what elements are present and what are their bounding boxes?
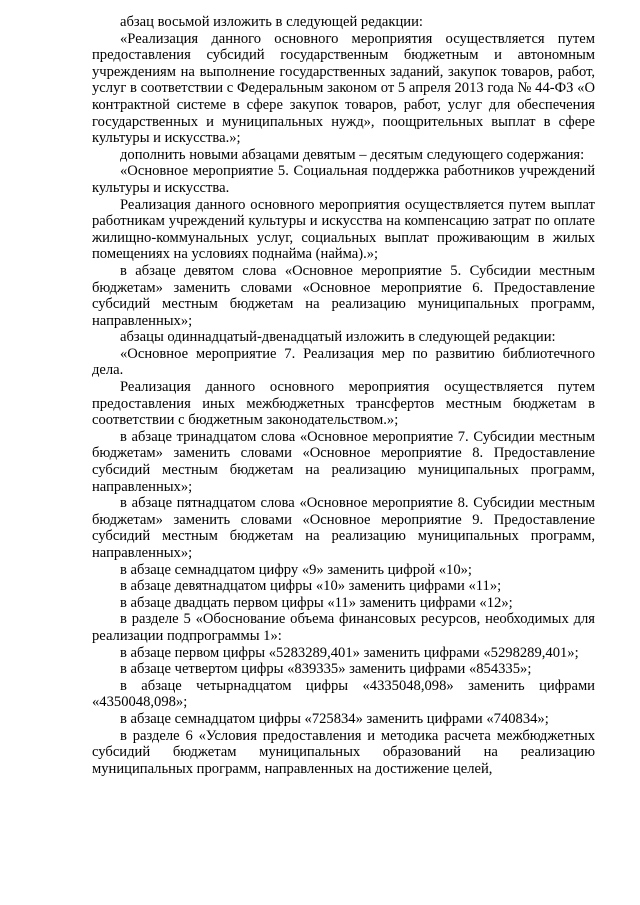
paragraph-7: абзацы одиннадцатый-двенадцатый изложить в следующей редакции:: [120, 329, 556, 346]
paragraph-17: в абзаце четвертом цифры «839335» заменить цифрами «854335»;: [120, 661, 532, 678]
paragraph-5: Реализация данного основного мероприятия осуществляется путем выплат работникам учреждений культуры и искусства на компенсацию затрат по оплате жилищно-коммунальных услуг, социальных выплат проживающим в жилых помещениях на условиях поднайма (найма).»;: [92, 196, 595, 263]
paragraph-12: в абзаце семнадцатом цифру «9» заменить цифрой «10»;: [120, 561, 472, 578]
paragraph-1: абзац восьмой изложить в следующей редакции:: [120, 14, 423, 30]
paragraph-19: в абзаце семнадцатом цифры «725834» заменить цифрами «740834»;: [120, 710, 549, 727]
paragraph-13: в абзаце девятнадцатом цифры «10» заменить цифрами «11»;: [120, 578, 502, 595]
paragraph-6: в абзаце девятом слова «Основное мероприятие 5. Субсидии местным бюджетам» заменить словами «Основное мероприятие 6. Предоставление субсидий местным бюджетам на реализацию муниципальных программ, направленных»;: [92, 262, 595, 329]
paragraph-18: в абзаце четырнадцатом цифры «4335048,098» заменить цифрами «4350048,098»;: [92, 677, 595, 711]
paragraph-16: в абзаце первом цифры «5283289,401» заменить цифрами «5298289,401»;: [120, 644, 579, 661]
document-body: [92, 14, 595, 777]
paragraph-11: в абзаце пятнадцатом слова «Основное мероприятие 8. Субсидии местным бюджетам» заменить словами «Основное мероприятие 9. Предоставление субсидий местным бюджетам на реализацию муниципальных программ, направленных»;: [92, 495, 595, 561]
paragraph-3: дополнить новыми абзацами девятым – десятым следующего содержания:: [120, 146, 585, 163]
paragraph-15: в разделе 5 «Обоснование объема финансовых ресурсов, необходимых для реализации подпрограммы 1»:: [92, 611, 595, 644]
paragraph-4: «Основное мероприятие 5. Социальная поддержка работников учреждений культуры и искусства.: [92, 163, 595, 196]
paragraph-10: в абзаце тринадцатом слова «Основное мероприятие 7. Субсидии местным бюджетам» заменить словами «Основное мероприятие 8. Предоставление субсидий местным бюджетам на реализацию муниципальных программ, направленных»;: [92, 428, 595, 495]
paragraph-8: «Основное мероприятие 7. Реализация мер по развитию библиотечного дела.: [92, 345, 595, 379]
paragraph-14: в абзаце двадцать первом цифры «11» заменить цифрами «12»;: [120, 594, 513, 611]
paragraph-20: в разделе 6 «Условия предоставления и методика расчета межбюджетных субсидий бюджетам муниципальных образований на реализацию муниципальных программ, направленных на достижение целей,: [92, 727, 595, 777]
paragraph-9: Реализация данного основного мероприятия осуществляется путем предоставления иных межбюджетных трансфертов местным бюджетам в соответствии с бюджетным законодательством.»;: [92, 379, 595, 429]
paragraph-2: «Реализация данного основного мероприятия осуществляется путем предоставления субсидий государственным бюджетным и автономным учреждениям на выполнение государственных заданий, закупок товаров, работ, услуг в соответствии с Федеральным законом от 5 апреля 2013 года № 44-ФЗ «О контрактной системе в сфере закупок товаров, работ, услуг для обеспечения государственных и муниципальных нужд», поощрительных выплат в сфере культуры и искусства.»;: [92, 30, 595, 147]
